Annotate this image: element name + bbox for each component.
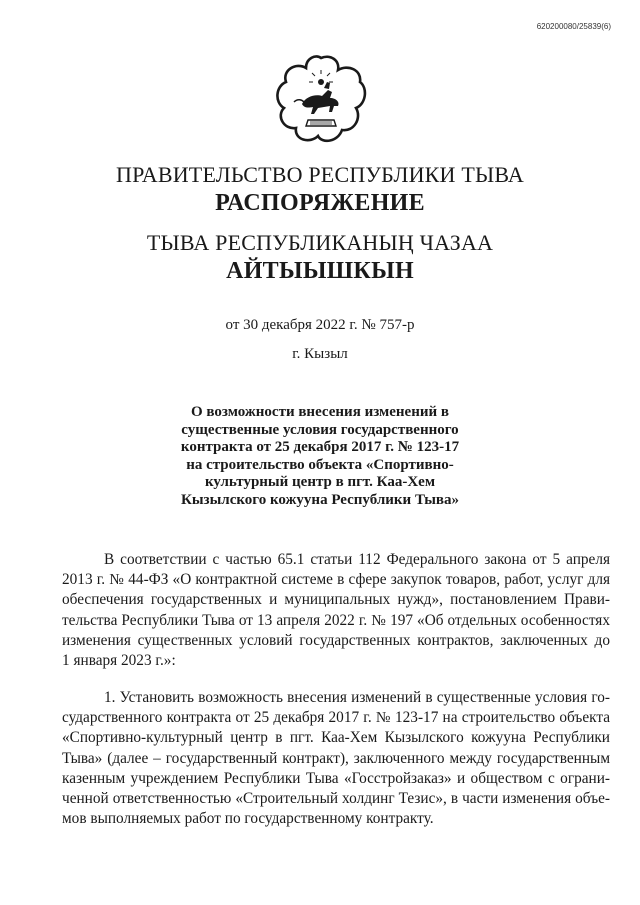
document-date-number: от 30 декабря 2022 г. № 757-р: [225, 317, 415, 333]
paragraph-line: «Спортивно-культурный центр в пгт. Каа-Хем Кызылского кожууна Республики: [62, 729, 610, 747]
paragraph-line: В соответствии с частью 65.1 статьи 112 Федерального закона от 5 апреля: [104, 551, 610, 568]
document-city: г. Кызыл: [292, 346, 348, 362]
paragraph-line: казенным учреждением Республики Тыва «Госстройзаказ» и обществом с ограни-: [62, 769, 610, 787]
paragraph-line: обеспечения государственных и муниципальных нужд», постановлением Прави-: [62, 591, 610, 609]
paragraph-line: мов выполняемых работ по государственному контракту.: [62, 810, 434, 828]
clause-1-paragraph: [62, 688, 610, 829]
subject-line: Кызылского кожууна Республики Тыва»: [180, 491, 460, 508]
subject-line: на строительство объекта «Спортивно-: [186, 456, 454, 473]
preamble-paragraph: [62, 550, 610, 671]
paragraph-line: изменения существенных условий государственных контрактов, заключенных до: [62, 631, 610, 649]
paragraph-line: 2013 г. № 44-ФЗ «О контрактной системе в сфере закупок товаров, работ, услуг для: [62, 571, 610, 589]
government-title-russian: ПРАВИТЕЛЬСТВО РЕСПУБЛИКИ ТЫВА: [116, 162, 524, 187]
subject-line: контракта от 25 декабря 2017 г. № 123-17: [180, 439, 460, 456]
government-title-tuvan: ТЫВА РЕСПУБЛИКАНЫҢ ЧАЗАА: [146, 230, 494, 255]
paragraph-line: ченной ответственностью «Строительный холдинг Тезис», в части изменения объе-: [62, 789, 610, 807]
document-type-tuvan: АЙТЫЫШКЫН: [226, 258, 414, 284]
paragraph-line: Тыва» (далее – государственный контракт), заключенного между государственным: [62, 749, 610, 767]
subject-line: О возможности внесения изменений в: [191, 404, 449, 420]
paragraph-line: тельства Республики Тыва от 13 апреля 2022 г. № 197 «Об отдельных особенностях: [62, 611, 610, 629]
subject-line: культурный центр в пгт. Каа-Хем: [204, 474, 436, 491]
paragraph-line: сударственного контракта от 25 декабря 2017 г. № 123-17 на строительство объекта: [62, 709, 610, 727]
paragraph-line: 1 января 2023 г.»:: [62, 651, 176, 669]
subject-line: существенные условия государственного: [181, 421, 459, 438]
document-subject: [160, 404, 480, 510]
tuva-coat-of-arms-icon: [274, 52, 368, 144]
paragraph-line: 1. Установить возможность внесения изменений в существенные условия го-: [104, 689, 610, 706]
document-type-russian: РАСПОРЯЖЕНИЕ: [215, 190, 425, 216]
document-registration-code: 620200080/25839(6): [536, 22, 611, 31]
